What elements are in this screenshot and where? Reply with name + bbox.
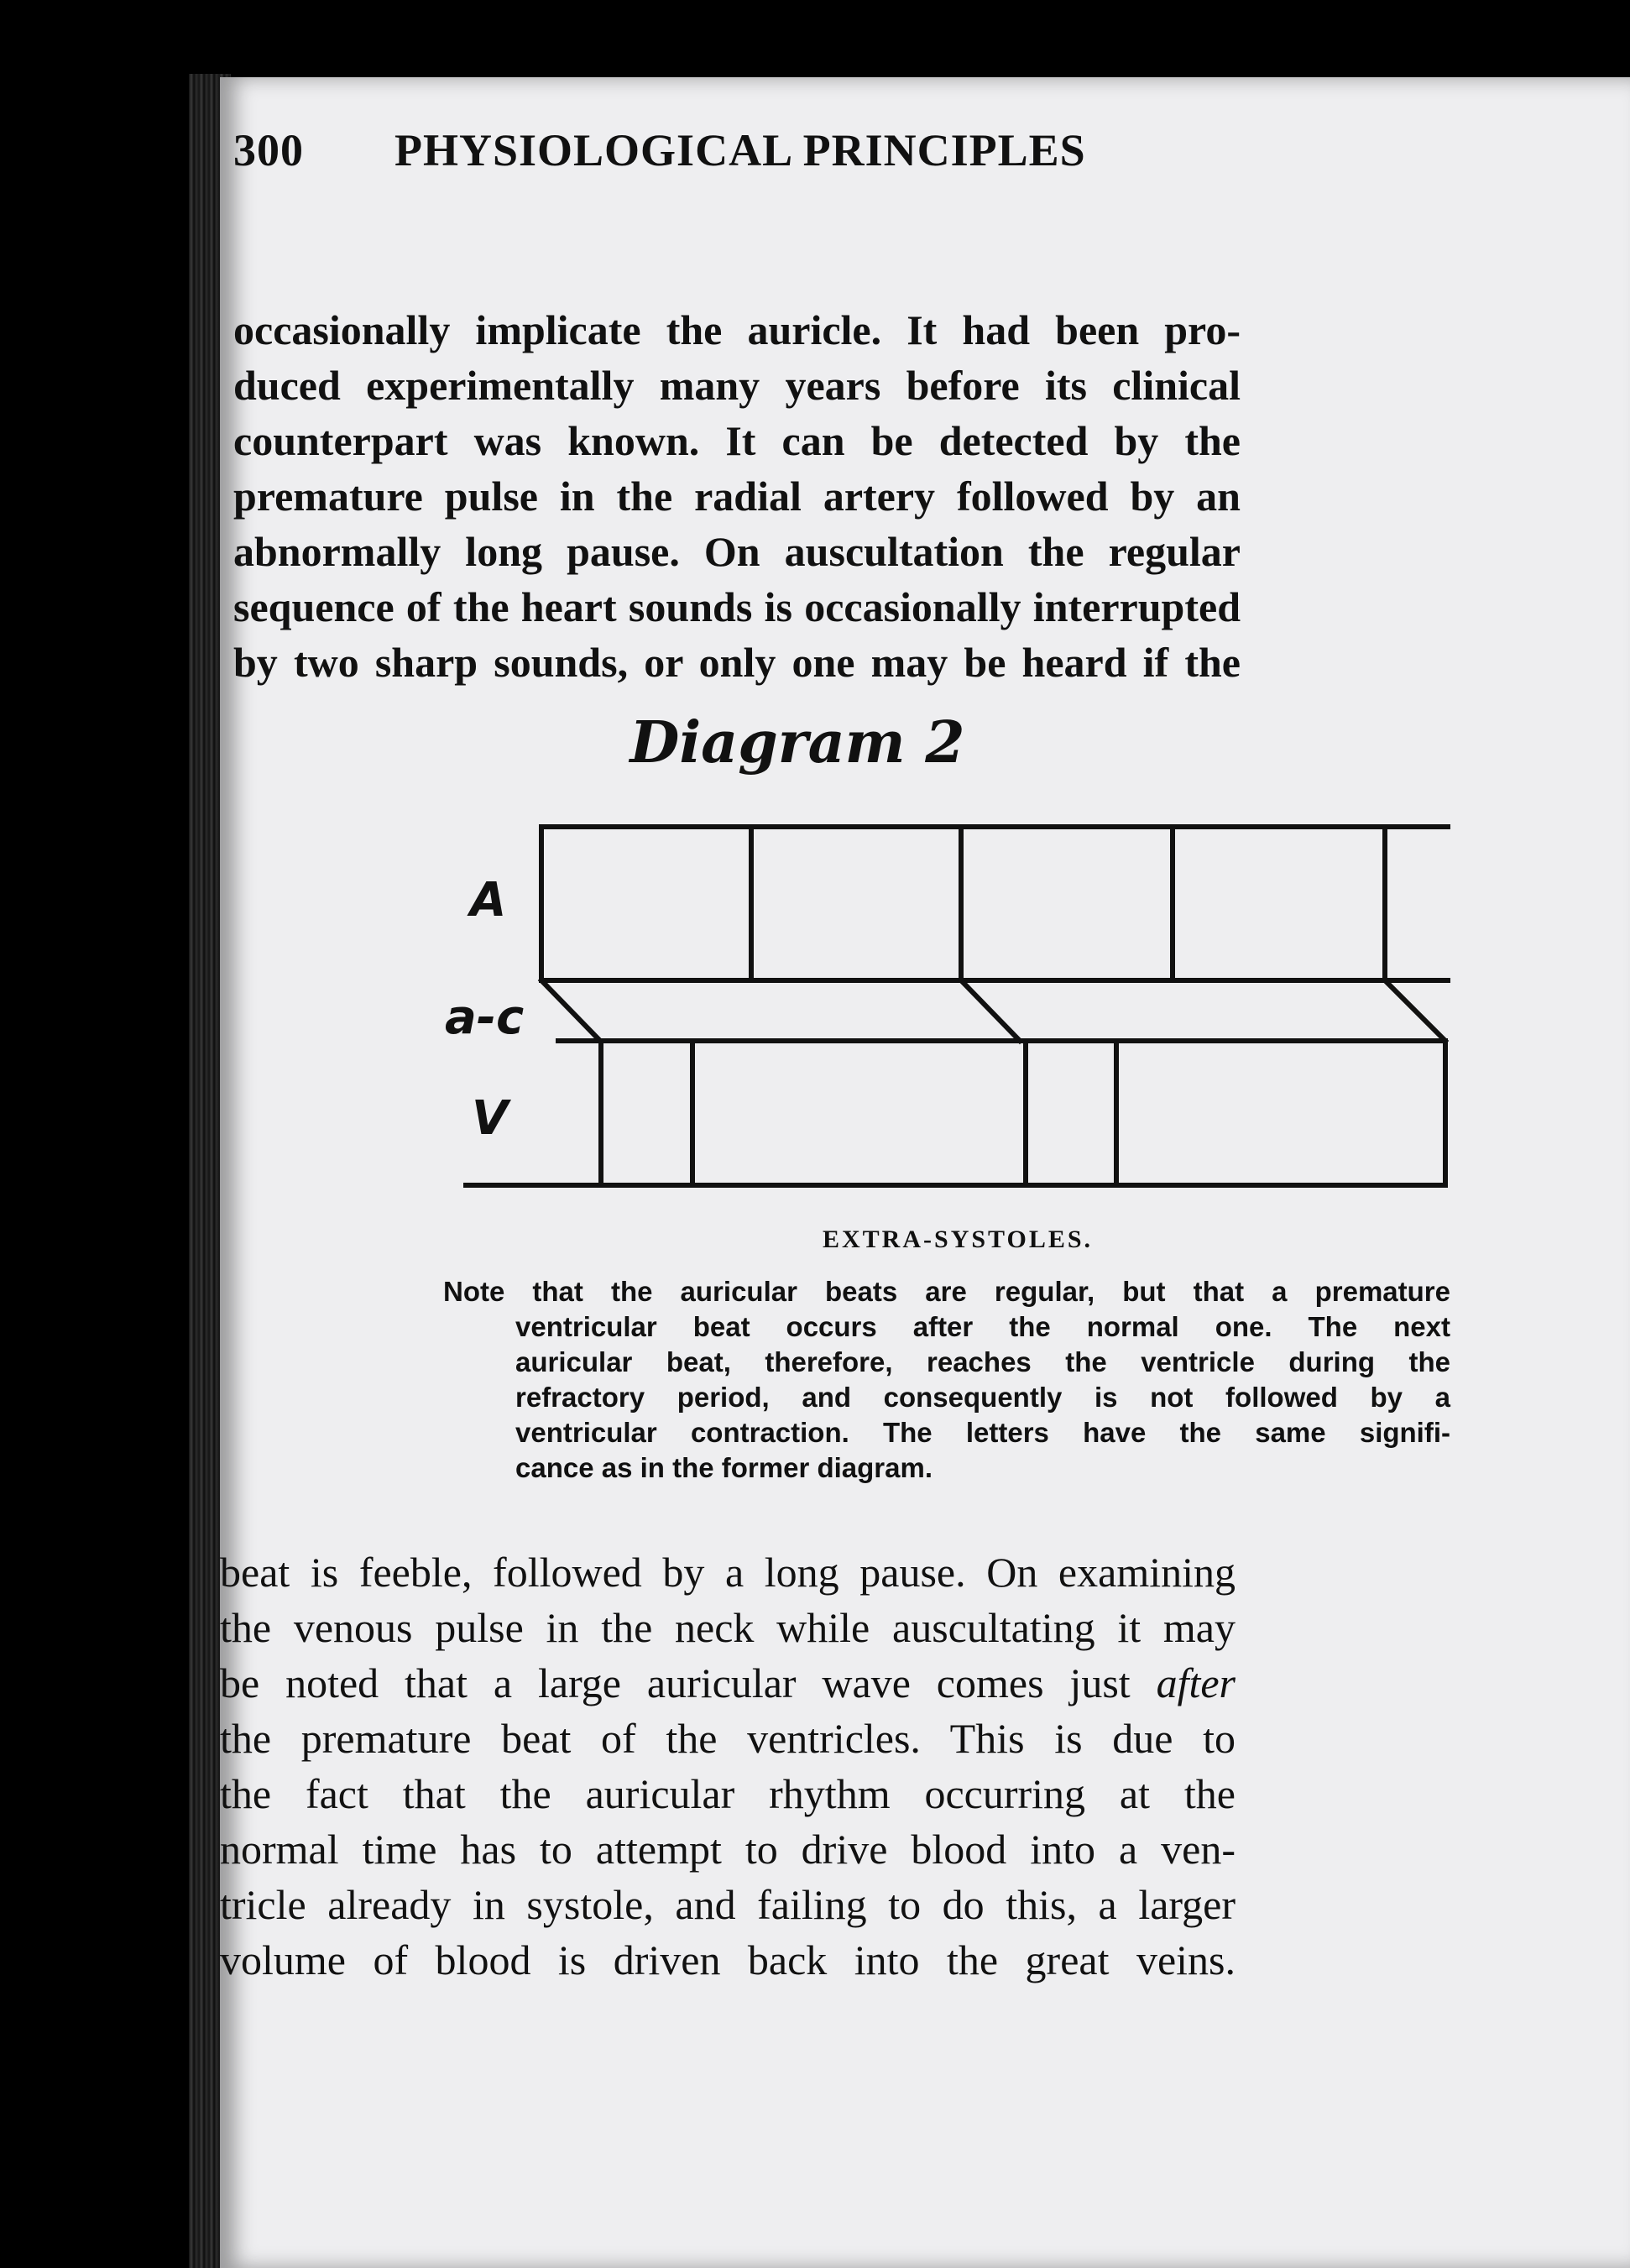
text-line: premature pulse in the radial artery followed by an [233, 473, 1241, 520]
text-line: occasionally implicate the auricle. It had been pro- [233, 306, 1241, 353]
text-line: the premature beat of the ventricles. This is due to [220, 1715, 1236, 1762]
note-line: cance as in the former diagram. [515, 1452, 933, 1483]
text-line: volume of blood is driven back into the great veins. [220, 1936, 1236, 1983]
row-label-ventricle: V [472, 1091, 509, 1146]
text-line [220, 1655, 1236, 1711]
text-line: counterpart was known. It can be detected by the [233, 417, 1241, 464]
text-line: tricle already in systole, and failing to do this, a larger [220, 1881, 1236, 1928]
text-line: duced experimentally many years before its clinical [233, 362, 1241, 409]
diagram-title: Diagram 2 [630, 709, 965, 776]
conduction-line [541, 980, 600, 1041]
conduction-line [961, 980, 1020, 1041]
note-line: ventricular beat occurs after the normal one. The next [515, 1311, 1450, 1342]
text-line: by two sharp sounds, or only one may be heard if the [233, 639, 1241, 686]
caption-title: EXTRA-SYSTOLES. [823, 1225, 1094, 1253]
note-line: refractory period, and consequently is not followed by a [515, 1382, 1450, 1413]
note-line: auricular beat, therefore, reaches the ventricle during the [515, 1346, 1450, 1377]
note-line: ventricular contraction. The letters have the same signifi- [515, 1417, 1450, 1448]
text-line: sequence of the heart sounds is occasionally interrupted [233, 583, 1241, 630]
row-label-a-c: a-c [445, 990, 525, 1045]
row-label-auricle: A [470, 873, 507, 928]
text-run: be noted that a large auricular wave comes just [220, 1659, 1157, 1706]
emphasis-after: after [1156, 1659, 1236, 1706]
running-title: PHYSIOLOGICAL PRINCIPLES [394, 125, 1086, 175]
caption-note [443, 1274, 1450, 1486]
note-line: Note that the auricular beats are regular, but that a premature [443, 1276, 1450, 1307]
text-line: the fact that the auricular rhythm occurring at the [220, 1770, 1236, 1817]
text-line: abnormally long pause. On auscultation the regular [233, 528, 1241, 575]
conduction-line [1385, 980, 1445, 1041]
text-line: normal time has to attempt to drive blood into a ven- [220, 1826, 1236, 1873]
text-line: the venous pulse in the neck while auscultating it may [220, 1604, 1236, 1651]
text-line: beat is feeble, followed by a long pause. On examining [220, 1549, 1236, 1596]
page-number: 300 [233, 125, 304, 175]
